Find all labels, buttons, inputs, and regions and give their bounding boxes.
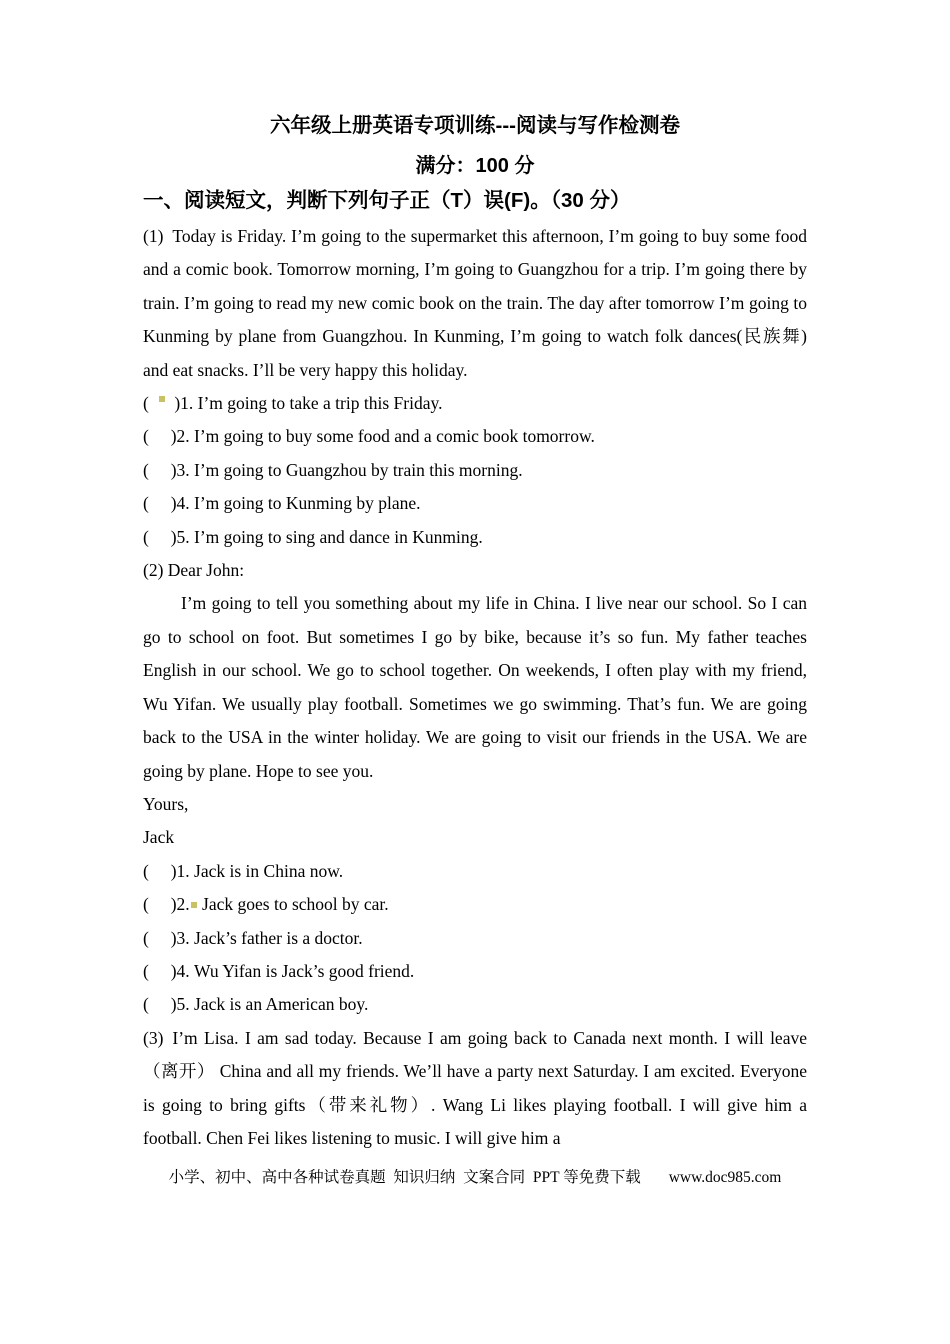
passage-3 <box>143 1022 807 1156</box>
footer-text: 小学、初中、高中各种试卷真题 知识归纳 文案合同 PPT 等免费下载 <box>168 1169 641 1186</box>
letter-closing: Yours, <box>143 793 189 814</box>
question-text: ( )4. I’m going to Kunming by plane. <box>143 493 421 514</box>
passage-1-question-1 <box>143 387 807 420</box>
question-text: ( )2. I’m going to buy some food and a comic book tomorrow. <box>143 426 595 447</box>
passage-2-question-3 <box>143 922 807 955</box>
page-title: 六年级上册英语专项训练---阅读与写作检测卷 <box>270 114 680 137</box>
passage-1-question-4 <box>143 487 807 520</box>
passage-1-question-3 <box>143 454 807 487</box>
question-text: )1. I’m going to take a trip this Friday. <box>165 393 443 414</box>
passage-1-question-5 <box>143 521 807 554</box>
passage-3-text: I’m Lisa. I am sad today. Because I am going back to Canada next month. I will leave（离开） China and all my friends. We’ll have a party next Saturday. I am excited. Everyone is going to bring gifts（带来礼物）. Wang Li likes playing football. I will give him a football. Chen Fei likes listening to music. I will give him a <box>143 1027 807 1148</box>
question-text: ( )5. I’m going to sing and dance in Kunming. <box>143 526 483 547</box>
stray-mark-icon <box>159 396 165 402</box>
passage-2-salutation: (2) Dear John: <box>143 560 245 581</box>
question-text: ( )3. I’m going to Guangzhou by train this morning. <box>143 459 523 480</box>
passage-2-question-2 <box>143 888 807 921</box>
question-text: ( )3. Jack’s father is a doctor. <box>143 927 363 948</box>
answer-bracket: ( )2. <box>143 894 190 915</box>
stray-mark-icon <box>191 902 197 908</box>
passage-2: I’m going to tell you something about my life in China. I live near our school. So I can go to school on foot. But sometimes I go by bike, because it’s so fun. My father teaches English in our school. We go to school together. On weekends, I often play with my friend, Wu Yifan. We usually play football. Sometimes we go swimming. That’s fun. We are going back to the USA in the winter holiday. We are going to visit our friends in the USA. We are going by plane. Hope to see you. <box>143 593 807 781</box>
passage-1-question-2 <box>143 420 807 453</box>
letter-signature: Jack <box>143 827 175 848</box>
question-text: ( )5. Jack is an American boy. <box>143 994 369 1015</box>
question-text: ( )4. Wu Yifan is Jack’s good friend. <box>143 960 415 981</box>
question-text: Jack goes to school by car. <box>197 894 389 915</box>
footer-url: www.doc985.com <box>668 1169 782 1186</box>
passage-2-question-5 <box>143 988 807 1021</box>
passage-2-question-4 <box>143 955 807 988</box>
passage-3-label: (3) <box>143 1027 164 1048</box>
passage-2-question-1 <box>143 855 807 888</box>
question-text: ( )1. Jack is in China now. <box>143 860 344 881</box>
section-heading: 一、阅读短文，判断下列句子正（T）误(F)。（30 分） <box>143 189 631 212</box>
page-footer <box>0 1167 950 1189</box>
passage-1-label: (1) <box>143 226 164 246</box>
passage-1-text: Today is Friday. I’m going to the supermarket this afternoon, I’m going to buy some food and a comic book. Tomorrow morning, I’m going to Guangzhou for a trip. I’m going there by train. I’m going to read my new comic book on the train. The day after tomorrow I’m going to Kunming by plane from Guangzhou. In Kunming, I’m going to watch folk dances(民族舞) and eat snacks. I’ll be very happy this holiday. <box>143 226 807 380</box>
document-body <box>143 112 807 1155</box>
passage-1 <box>143 220 807 387</box>
full-score-line: 满分：100 分 <box>415 155 535 177</box>
answer-bracket: ( <box>143 393 158 414</box>
